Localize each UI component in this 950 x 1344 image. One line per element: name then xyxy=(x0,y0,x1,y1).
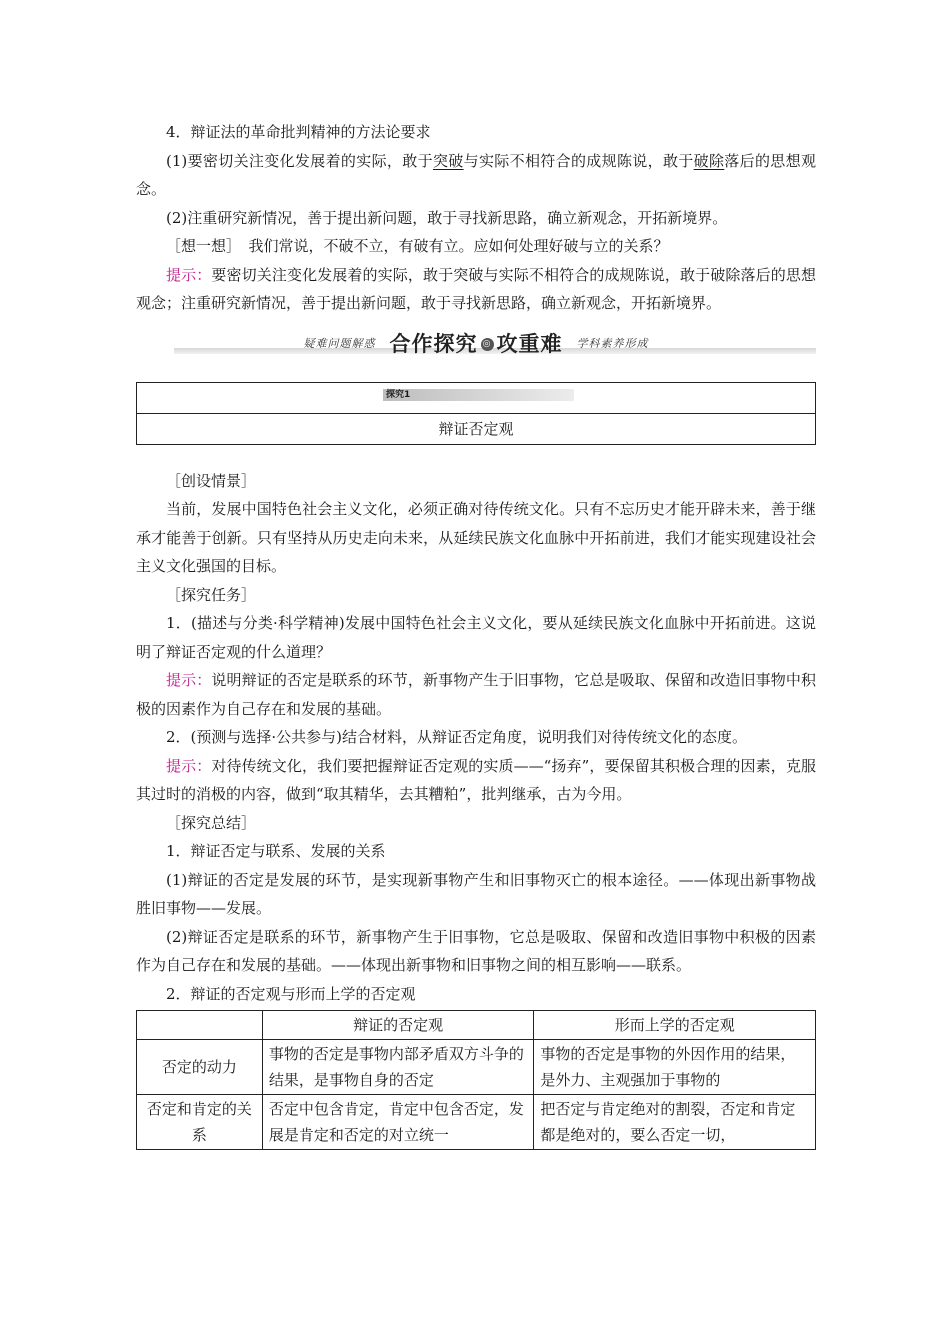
topic-box xyxy=(136,382,816,445)
table-cell: 否定的动力 xyxy=(137,1040,263,1095)
hint-text: 要密切关注变化发展着的实际，敢于突破与实际不相符合的成规陈说，敢于破除落后的思想观念；注重研究新情况，善于提出新问题，敢于寻找新思路，确立新观念，开拓新境界。 xyxy=(136,265,816,312)
underlined-term-eliminate: 破除 xyxy=(693,151,725,170)
banner-title-part2: 攻重难 xyxy=(496,331,563,356)
table-cell: 事物的否定是事物内部矛盾双方斗争的结果，是事物自身的否定 xyxy=(262,1040,534,1095)
hint-label: 提示： xyxy=(166,265,212,284)
table-row xyxy=(137,1095,816,1150)
table-cell: 否定和肯定的关系 xyxy=(137,1095,263,1150)
banner-left-text: 疑难问题解惑 xyxy=(303,336,376,350)
table-header-cell xyxy=(137,1011,263,1040)
section-banner xyxy=(136,328,816,370)
table-cell: 事物的否定是事物的外因作用的结果，是外力、主观强加于事物的 xyxy=(534,1040,816,1095)
section4-item1 xyxy=(136,147,816,204)
table-cell: 否定中包含肯定，肯定中包含否定，发展是肯定和否定的对立统一 xyxy=(262,1095,534,1150)
answer-2-text: 对待传统文化，我们要把握辩证否定观的实质——“扬弃”，要保留其积极合理的因素，克服其过时的消极的内容，做到“取其精华，去其糟粕”，批判继承，古为今用。 xyxy=(136,756,816,803)
item1-text-b: 与实际不相符合的成规陈说，敢于 xyxy=(463,151,694,170)
answer-1-text: 说明辩证的否定是联系的环节，新事物产生于旧事物，它总是吸取、保留和改造旧事物中积极的因素作为自己存在和发展的基础。 xyxy=(136,671,816,718)
think-question: ［想一想］ 我们常说，不破不立，有破有立。应如何处理好破与立的关系？ xyxy=(166,237,669,255)
think-hint xyxy=(136,261,816,318)
task-question-2: 2．(预测与选择·公共参与)结合材料，从辩证否定角度，说明我们对待传统文化的态度。 xyxy=(166,728,748,746)
table-header-cell: 辩证的否定观 xyxy=(262,1011,534,1040)
summary-point-2: (2)辩证否定是联系的环节，新事物产生于旧事物，它总是吸取、保留和改造旧事物中积极的因素作为自己存在和发展的基础。——体现出新事物和旧事物之间的相互影响——联系。 xyxy=(136,927,816,974)
comparison-table xyxy=(136,1010,816,1150)
banner-title xyxy=(390,328,563,358)
section4-heading: 4．辩证法的革命批判精神的方法论要求 xyxy=(166,123,431,141)
topic-title: 辩证否定观 xyxy=(438,419,514,438)
item1-text-c: 落后的思想观念。 xyxy=(136,151,816,198)
section4-item2: (2)注重研究新情况，善于提出新问题，敢于寻找新思路，确立新观念，开拓新境界。 xyxy=(166,208,728,227)
task-answer-2 xyxy=(136,752,816,809)
summary-point-1: (1)辩证的否定是发展的环节，是实现新事物产生和旧事物灭亡的根本途径。——体现出新事物战胜旧事物——发展。 xyxy=(136,870,816,917)
banner-right-text: 学科素养形成 xyxy=(576,336,649,350)
table-row xyxy=(137,1040,816,1095)
table-cell: 把否定与肯定绝对的割裂，否定和肯定都是绝对的，要么否定一切， xyxy=(534,1095,816,1150)
summary-heading-1: 1．辩证否定与联系、发展的关系 xyxy=(166,842,386,860)
task-answer-1 xyxy=(136,666,816,723)
topic-tag: 探究1 xyxy=(383,389,574,401)
scenario-label: ［创设情景］ xyxy=(166,471,257,490)
table-header-cell: 形而上学的否定观 xyxy=(534,1011,816,1040)
scenario-text: 当前，发展中国特色社会主义文化，必须正确对待传统文化。只有不忘历史才能开辟未来，善于继承才能善于创新。只有坚持从历史走向未来，从延续民族文化血脉中开拓前进，我们才能实现建设社会主义文化强国的目标。 xyxy=(136,500,816,575)
summary-label: ［探究总结］ xyxy=(166,813,257,832)
hint-label: 提示： xyxy=(166,671,212,689)
document-page xyxy=(136,118,816,1150)
tasks-label: ［探究任务］ xyxy=(166,585,257,604)
banner-title-part1: 合作探究 xyxy=(389,331,478,356)
underlined-term-breakthrough: 突破 xyxy=(432,151,464,170)
task-question-1: 1．(描述与分类·科学精神)发展中国特色社会主义文化，要从延续民族文化血脉中开拓前进。这说明了辩证否定观的什么道理？ xyxy=(136,614,816,661)
item1-text-a: (1)要密切关注变化发展着的实际，敢于 xyxy=(166,151,433,170)
summary-heading-2: 2．辩证的否定观与形而上学的否定观 xyxy=(166,984,416,1003)
hint-label: 提示： xyxy=(166,756,212,775)
banner-dot-icon: ◎ xyxy=(481,338,494,351)
table-header-row xyxy=(137,1011,816,1040)
